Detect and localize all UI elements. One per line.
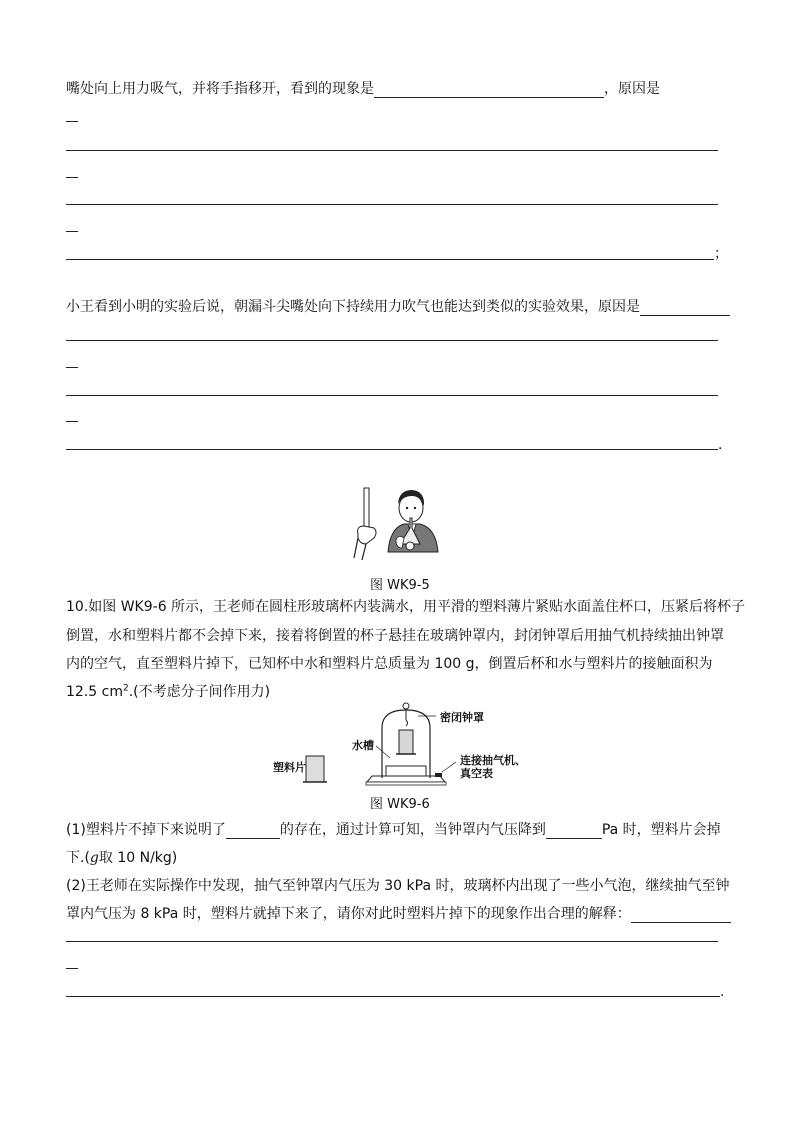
label-pump-connection: 连接抽气机、	[460, 754, 526, 767]
q9-line1	[66, 80, 660, 98]
answer-line[interactable]	[66, 204, 718, 205]
sub1-text-d1: 下.(	[66, 850, 90, 866]
sub1-line1	[66, 821, 721, 839]
answer-line[interactable]	[66, 395, 718, 396]
area-exponent: 2	[122, 683, 129, 694]
answer-blank-reason[interactable]	[640, 300, 730, 316]
semicolon: ；	[714, 246, 728, 262]
sub2-text: 罩内气压为 8 kPa 时，塑料片就掉下来了，请你对此时塑料片掉下的现象作出合理的解释：	[66, 906, 631, 922]
label-vacuum-gauge: 真空表	[460, 767, 493, 780]
figure-caption-wk9-6: 图 WK9-6	[370, 797, 430, 812]
answer-line[interactable]	[66, 340, 718, 341]
period: .	[718, 437, 723, 453]
label-sealed-bell-jar: 密闭钟罩	[440, 711, 484, 724]
answer-line[interactable]	[66, 996, 720, 997]
figure-caption-wk9-5: 图 WK9-5	[370, 578, 430, 593]
sub1-text-c: Pa 时，塑料片会掉	[601, 822, 721, 838]
q10-para-line4-tail: .(不考虑分子间作用力)	[128, 684, 271, 700]
answer-line[interactable]	[66, 150, 718, 151]
answer-line[interactable]	[66, 449, 718, 450]
wang-text: 小王看到小明的实验后说，朝漏斗尖嘴处向下持续用力吹气也能达到类似的实验效果，原因是	[66, 299, 640, 315]
period: .	[720, 984, 725, 1000]
answer-line[interactable]	[66, 259, 714, 260]
dash	[66, 968, 78, 969]
q10-para-line2: 倒置，水和塑料片都不会掉下来，接着将倒置的杯子悬挂在玻璃钟罩内，封闭钟罩后用抽气机持续抽出钟罩	[66, 628, 724, 644]
sub2-line2	[66, 905, 731, 923]
q10-para-line4	[66, 683, 270, 701]
q9-line1-tail: ，原因是	[604, 81, 660, 97]
dash	[66, 367, 78, 368]
gravity-symbol: g	[89, 850, 99, 866]
bell-jar-apparatus-figure	[270, 702, 540, 788]
answer-line[interactable]	[66, 941, 718, 942]
answer-blank-explanation[interactable]	[631, 907, 731, 923]
dash	[66, 121, 78, 122]
q10-para-line1: 10.如图 WK9-6 所示，王老师在圆柱形玻璃杯内装满水，用平滑的塑料薄片紧贴水面盖住杯口，压紧后将杯子	[66, 599, 746, 615]
answer-blank-pressure[interactable]	[546, 823, 602, 839]
sub1-text-b: 的存在，通过计算可知，当钟罩内气压降到	[279, 822, 546, 838]
answer-blank-phenomenon[interactable]	[374, 82, 604, 98]
sub1-line2	[66, 849, 177, 867]
dash	[66, 231, 78, 232]
funnel-experiment-figure	[352, 482, 442, 568]
dash	[66, 177, 78, 178]
label-plastic-sheet: 塑料片	[273, 761, 306, 774]
answer-blank-existence[interactable]	[226, 823, 280, 839]
q9-line1-text: 嘴处向上用力吸气，并将手指移开，看到的现象是	[66, 81, 374, 97]
q10-para-line3: 内的空气，直至塑料片掉下，已知杯中水和塑料片总质量为 100 g，倒置后杯和水与塑料片的接触面积为	[66, 656, 713, 672]
sub1-text-a: (1)塑料片不掉下来说明了	[66, 822, 226, 838]
wang-line	[66, 298, 730, 316]
area-value: 12.5 cm	[66, 684, 123, 700]
dash	[66, 421, 78, 422]
sub2-line1: (2)王老师在实际操作中发现，抽气至钟罩内气压为 30 kPa 时，玻璃杯内出现了一些小气泡，继续抽气至钟	[66, 878, 730, 894]
sub1-text-d2: 取 10 N/kg)	[98, 850, 178, 866]
label-water-tank: 水槽	[352, 739, 374, 752]
